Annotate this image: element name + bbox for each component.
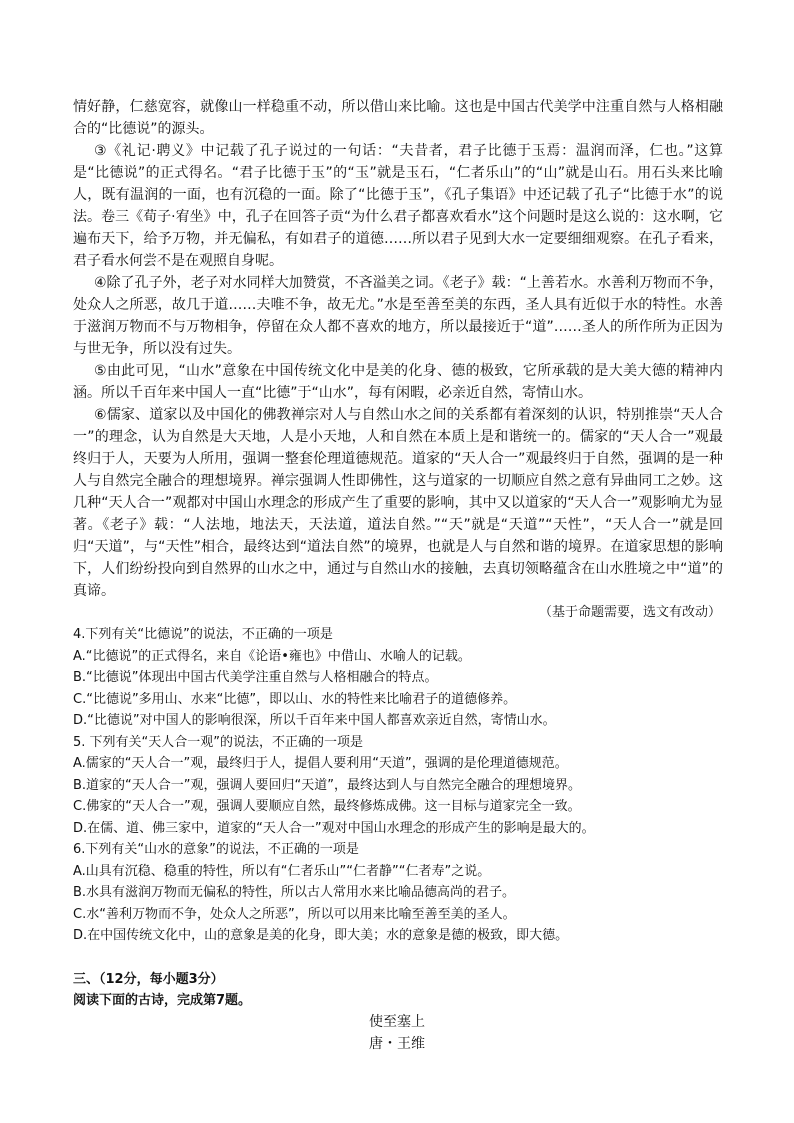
- option-c: C.佛家的“天人合一”观，强调人要顺应自然，最终修炼成佛。这一目标与道家完全一致。: [73, 799, 581, 814]
- question-stem: 6.下列有关“山水的意象”的说法，不正确的一项是: [73, 842, 359, 857]
- poem-author: 唐・王维: [369, 1035, 425, 1052]
- section-gap: [73, 947, 723, 969]
- poem-title: 使至塞上: [369, 1013, 425, 1030]
- option-d: D.在儒、道、佛三家中，道家的“天人合一”观对中国山水理念的形成产生的影响是最大的。: [73, 820, 595, 836]
- option-c: C.水“善利万物而不争，处众人之所恶”，所以可以用来比喻至善至美的圣人。: [73, 906, 516, 922]
- passage-paragraph-1: 情好静，仁慈宽容，就像山一样稳重不动，所以借山来比喻。这也是中国古代美学中注重自然与人格相融合的“比德说”的源头。: [73, 99, 723, 137]
- option-d: D.“比德说”对中国人的影响很深，所以千百年来中国人都喜欢亲近自然，寄情山水。: [73, 713, 556, 728]
- passage-paragraph-3: ④除了孔子外，老子对水同样大加赞赏，不吝溢美之词。《老子》载：“上善若水。水善利万物而不争，处众人之所恶，故几于道……夫唯不争，故无尤。”水是至善至美的东西，圣人具有近似于水的特性。水善于滋润万物而不与万物相争，停留在众人都不喜欢的地方，所以最接近于“道”……圣人的所作所为正因为与世无争，所以没有过失。: [73, 275, 723, 357]
- question-stem: 5. 下列有关“天人合一观”的说法，不正确的一项是: [73, 734, 364, 750]
- passage-paragraph-2: ③《礼记·聘义》中记载了孔子说过的一句话：“夫昔者，君子比德于玉焉：温润而泽，仁也。”这算是“比德说”的正式得名。“君子比德于玉”的“玉”就是玉石，“仁者乐山”的“山”就是山石。用石头来比喻人，既有温润的一面，也有沉稳的一面。除了“比德于玉”，《孔子集语》中还记载了孔子“比德于水”的说法。卷三《荀子·宥坐》中，孔子在回答子贡“为什么君子都喜欢看水”这个问题时是这么说的：这水啊，它遍布天下，给予万物，并无偏私，有如君子的道德……所以君子见到大水一定要细细观察。在孔子看来，君子看水何尝不是在观照自身呢。: [73, 143, 723, 269]
- section-instruction: 阅读下面的古诗，完成第7题。: [73, 992, 252, 1008]
- passage-paragraph-5: ⑥儒家、道家以及中国化的佛教禅宗对人与自然山水之间的关系都有着深刻的认识，特别推崇“天人合一”的理念，认为自然是大天地，人是小天地，人和自然在本质上是和谐统一的。儒家的“天人合一”观最终归于人，天要为人所用，强调一整套伦理道德规范。道家的“天人合一”观最终归于自然，强调的是一种人与自然完全融合的理想境界。禅宗强调人性即佛性，这与道家的一切顺应自然之意有异曲同工之妙。这几种“天人合一”观都对中国山水理念的形成产生了重要的影响，其中又以道家的“天人合一”观影响尤为显著。《老子》载：“人法地，地法天，天法道，道法自然。”“天”就是“天道”“天性”，“天人合一”就是回归“天道”，与“天性”相合，最终达到“道法自然”的境界，也就是人与自然和谐的境界。在道家思想的影响下，人们纷纷投向到自然界的山水之中，通过与自然山水的接触，去真切领略蕴含在山水胜境之中“道”的真谛。: [73, 407, 723, 599]
- passage-paragraph-4: ⑤由此可见，“山水”意象在中国传统文化中是美的化身、德的极致，它所承载的是大美大德的精神内涵。所以千百年来中国人一直“比德”于“山水”，每有闲暇，必亲近自然，寄情山水。: [73, 363, 723, 401]
- option-a: A.“比德说”的正式得名，来自《论语•雍也》中借山、水喻人的记载。: [73, 648, 471, 664]
- question-4: [73, 624, 723, 732]
- section-heading: 三、（12分，每小题3分）: [73, 971, 224, 987]
- option-d: D.在中国传统文化中，山的意象是美的化身，即大美；水的意象是德的极致，即大德。: [73, 928, 569, 943]
- option-a: A.儒家的“天人合一”观，最终归于人，提倡人要利用“天道”，强调的是伦理道德规范。: [73, 756, 568, 771]
- exam-page: [73, 96, 723, 1055]
- option-c: C.“比德说”多用山、水来“比德”，即以山、水的特性来比喻君子的道德修养。: [73, 691, 517, 707]
- question-6: [73, 839, 723, 947]
- option-a: A.山具有沉稳、稳重的特性，所以有“仁者乐山”“仁者静”“仁者寿”之说。: [73, 863, 491, 879]
- source-note: （基于命题需要，选文有改动）: [538, 605, 721, 620]
- question-stem: 4.下列有关“比德说”的说法，不正确的一项是: [73, 627, 333, 642]
- option-b: B.水具有滋润万物而无偏私的特性，所以古人常用水来比喻品德高尚的君子。: [73, 885, 516, 900]
- option-b: B.道家的“天人合一”观，强调人要回归“天道”，最终达到人与自然完全融合的理想境界。: [73, 777, 581, 793]
- question-5: [73, 732, 723, 840]
- option-b: B.“比德说”体现出中国古代美学注重自然与人格相融合的特点。: [73, 670, 438, 685]
